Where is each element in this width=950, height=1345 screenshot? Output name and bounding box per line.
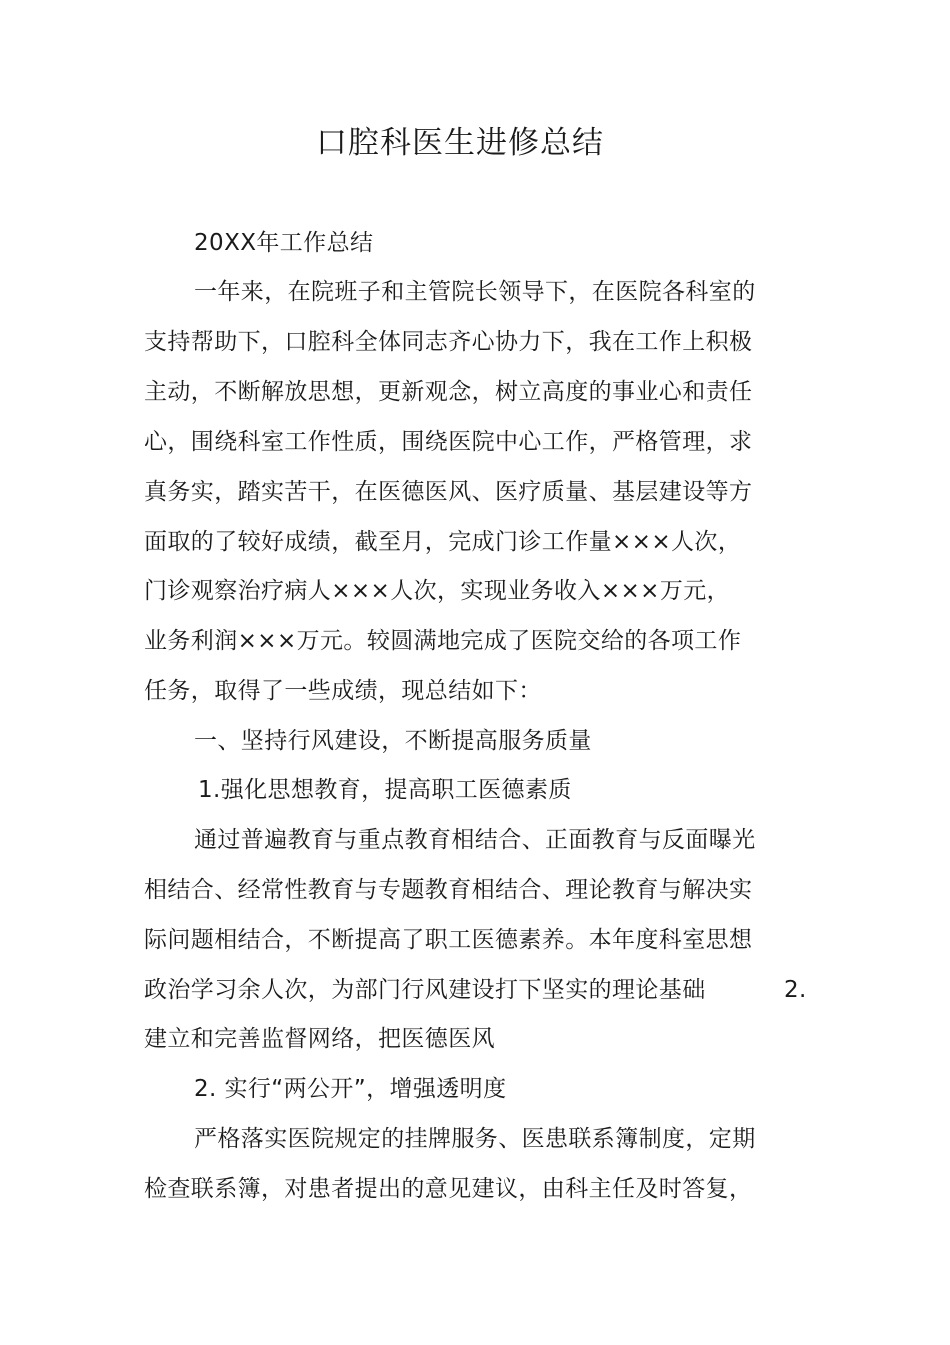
- paragraph-line: 际问题相结合，不断提高了职工医德素养。本年度科室思想: [144, 927, 753, 953]
- subsection-heading: 1.强化思想教育，提高职工医德素质: [198, 777, 572, 803]
- paragraph-line: 检查联系簿，对患者提出的意见建议，由科主任及时答复，: [144, 1176, 753, 1202]
- stray-list-number: 2.: [784, 977, 807, 1003]
- paragraph-line: 建立和完善监督网络，把医德医风: [144, 1026, 495, 1052]
- paragraph-line: 通过普遍教育与重点教育相结合、正面教育与反面曝光: [194, 827, 756, 853]
- paragraph-line: 心，围绕科室工作性质，围绕医院中心工作，严格管理，求: [144, 429, 753, 455]
- paragraph-line: 任务，取得了一些成绩，现总结如下：: [144, 678, 542, 704]
- paragraph-line: 严格落实医院规定的挂牌服务、医患联系簿制度，定期: [194, 1126, 756, 1152]
- paragraph-line: 政治学习余人次，为部门行风建设打下坚实的理论基础: [144, 977, 706, 1003]
- document-title: 口腔科医生进修总结: [316, 125, 604, 161]
- paragraph-line: 面取的了较好成绩，截至月，完成门诊工作量×××人次，: [144, 529, 742, 555]
- paragraph-line: 业务利润×××万元。较圆满地完成了医院交给的各项工作: [144, 628, 742, 654]
- paragraph-line: 20XX年工作总结: [194, 230, 374, 256]
- subsection-heading: 2. 实行“两公开”，增强透明度: [194, 1076, 507, 1102]
- paragraph-line: 支持帮助下，口腔科全体同志齐心协力下，我在工作上积极: [144, 329, 753, 355]
- paragraph-line: 门诊观察治疗病人×××人次，实现业务收入×××万元，: [144, 578, 731, 604]
- paragraph-line: 相结合、经常性教育与专题教育相结合、理论教育与解决实: [144, 877, 753, 903]
- section-heading: 一、坚持行风建设，不断提高服务质量: [194, 728, 592, 754]
- paragraph-line: 真务实，踏实苦干，在医德医风、医疗质量、基层建设等方: [144, 479, 753, 505]
- paragraph-line: 主动，不断解放思想，更新观念，树立高度的事业心和责任: [144, 379, 753, 405]
- paragraph-line: 一年来，在院班子和主管院长领导下，在医院各科室的: [194, 279, 756, 305]
